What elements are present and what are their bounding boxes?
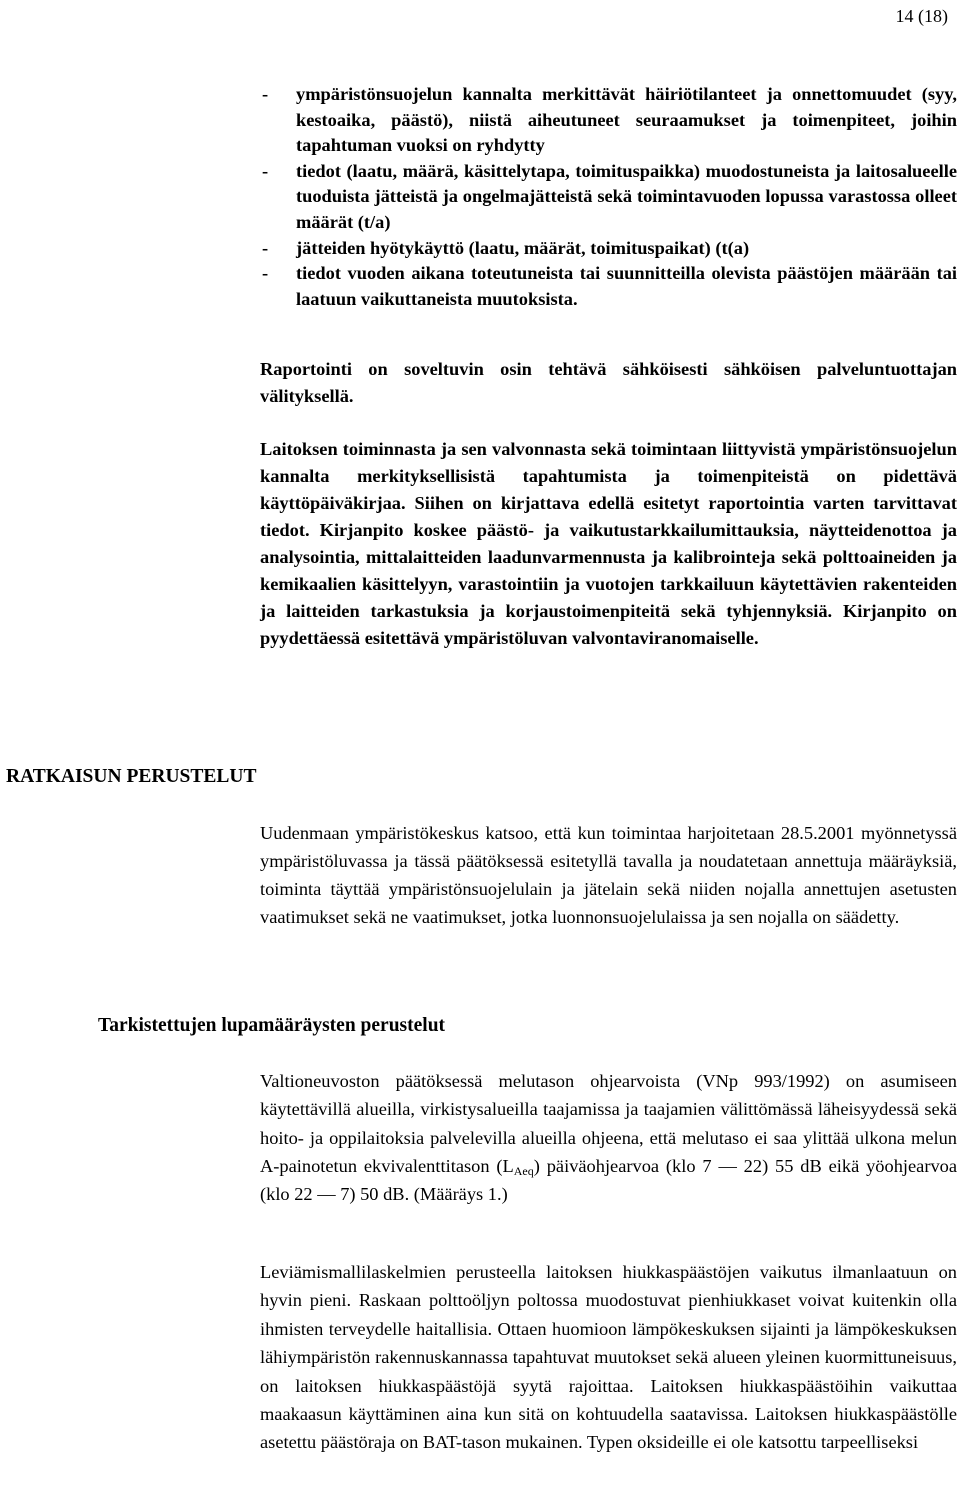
melutaso-text-start: Valtioneuvoston päätöksessä melutason ohjearvoista (VNp 993/1992) on asumiseen käytettävillä alueilla, virkistysalueilla taajamissa ja taajamien välittömässä läheisyydessä sekä hoito- ja oppilaitoksia palvelevilla alueilla ohjeena, että melutaso ei saa ylittää ulkona melun A-painotetun ekvivalenttitason (L (260, 1071, 957, 1176)
page-number: 14 (18) (895, 6, 948, 26)
paragraph-kayttopaivakirja: Laitoksen toiminnasta ja sen valvonnasta sekä toimintaan liittyvistä ympäristönsuojelun kannalta merkityksellisistä tapahtumista ja toimenpiteistä on pidettävä käyttöpäiväkirjaa. Siihen on kirjattava edellä esitetyt raportointia varten tarvittavat tiedot. Kirjanpito koskee päästö- ja vaikutustarkkailumittauksia, näytteidenottoa ja analysointia, mittalaitteiden laadunvarmennusta ja kalibrointeja sekä polttoaineiden ja kemikaalien käsittelyyn, varastointiin ja vuotojen tarkkailuun käytettävien rakenteiden ja laitteiden tarkastuksia ja korjaustoimenpiteitä sekä tyhjennyksiä. Kirjanpito on pyydettäessä esitettävä ympäristöluvan valvontaviranomaiselle. (260, 439, 957, 648)
heading-ratkaisun-perustelut: RATKAISUN PERUSTELUT (6, 766, 257, 787)
list-item: - tiedot vuoden aikana toteutuneista tai suunnitteilla olevista päästöjen määrään tai laatuun vaikuttaneista muutoksista. (260, 261, 957, 312)
paragraph-hiukkaspaastot: Leviämismallilaskelmien perusteella laitoksen hiukkaspäästöjen vaikutus ilmanlaatuun on hyvin pieni. Raskaan polttoöljyn poltossa muodostuvat pienhiukkaset voivat kuitenkin olla ihmisten terveydelle haitallisia. Ottaen huomioon lämpökeskuksen sijainti ja lämpökeskuksen lähiympäristön rakennuskannassa tapahtuvat muutokset sekä alueen yleinen kuormittuneisuus, on laitoksen hiukkaspäästöjä syytä rajoittaa. Laitoksen hiukkaspäästöihin vaikuttaa maakaasun käyttäminen aina kun sitä on kohtuudella saatavissa. Laitoksen hiukkaspäästölle asetettu päästöraja on BAT-tason mukainen. Typen oksideille ei ole katsottu tarpeelliseksi (260, 1262, 957, 1453)
reporting-items-list (260, 82, 957, 312)
paragraph-raportointi: Raportointi on soveltuvin osin tehtävä sähköisesti sähköisen palveluntuottajan välityksellä. (260, 359, 957, 406)
list-item: - ympäristönsuojelun kannalta merkittävät häiriötilanteet ja onnettomuudet (syy, kestoaika, päästö), niistä aiheutuneet seuraamukset ja toimenpiteet, joihin tapahtuman vuoksi on ryhdytty (260, 82, 957, 159)
paragraph-melutaso (260, 1067, 957, 1208)
paragraph-uudenmaan-ymparistokeskus: Uudenmaan ympäristökeskus katsoo, että kun toimintaa harjoitetaan 28.5.2001 myönnetyssä ympäristöluvassa ja tässä päätöksessä esitetyllä tavalla ja noudatetaan annettuja määräyksiä, toiminta täyttää ympäristönsuojelulain ja jätelain sekä niiden nojalla annettujen asetusten vaatimukset sekä ne vaatimukset, jotka luonnonsuojelulaissa ja sen nojalla on säädetty. (260, 823, 957, 927)
list-item: - jätteiden hyötykäyttö (laatu, määrät, toimituspaikat) (t(a) (260, 236, 957, 262)
heading-tarkistettujen-perustelut: Tarkistettujen lupamääräysten perustelut (98, 1015, 446, 1036)
melutaso-text-end: ) päiväohjearvoa (klo 7 — 22) 55 dB eikä yöohjearvoa (klo 22 — 7) 50 dB. (Määräys 1.) (260, 1155, 957, 1205)
aeq-subscript: Aeq (513, 1163, 534, 1178)
list-item: - tiedot (laatu, määrä, käsittelytapa, toimituspaikka) muodostuneista ja laitosalueelle tuoduista jätteistä ja ongelmajätteistä sekä toimintavuoden lopussa varastossa olleet määrät (t/a) (260, 159, 957, 236)
